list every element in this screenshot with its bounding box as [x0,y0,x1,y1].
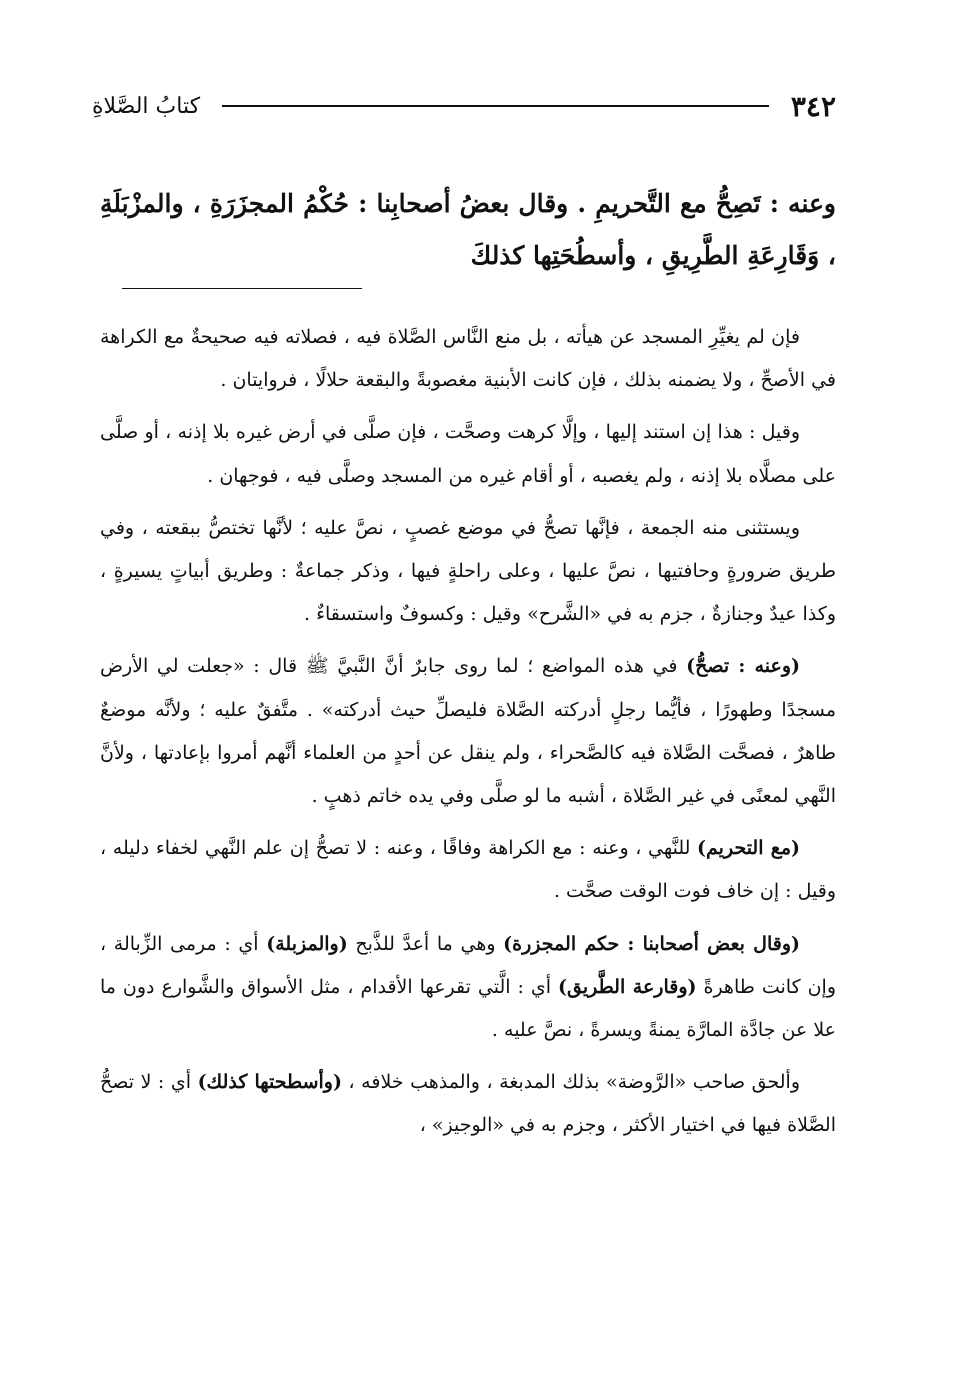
commentary-paragraph [100,827,836,913]
commentary-text: فإن لم يغيِّرِ المسجد عن هيأته ، بل منع النَّاس الصَّلاة فيه ، فصلاته فيه صحيحةٌ مع الكراهة في الأصحِّ ، ولا يضمنه بذلك ، فإن كانت الأبنية مغصوبةً والبقعة حلالًا ، فروايتان . [100,326,836,392]
commentary-text: للنَّهي ، وعنه : مع الكراهة وفاقًا ، وعنه : لا تصحُّ إن علم النَّهي لخفاء دليله ، وقيل : إن خاف فوت الوقت صحَّت . [100,837,836,903]
quoted-matn-phrase: (مع التحريم) [697,837,800,860]
main-text: وعنه : تَصِحُّ مع التَّحريمِ . وقال بعضُ أصحابِنا : حُكْمُ المجزَرَةِ ، والمزْبَلَةِ ، وَقَارِعَةِ الطَّرِيقِ ، وأسطُحَتِها كذلكَ [100,189,836,270]
quoted-matn-phrase: (والمزبلة) [266,932,348,955]
commentary-paragraph [100,923,836,1053]
commentary-text: أي : لا تصحُّ الصَّلاة فيها في اختيار الأكثر ، وجزم به في «الوجيز» ، [100,1071,836,1137]
header-rule [222,105,769,107]
main-text-block [100,178,836,282]
commentary-paragraph [100,411,836,497]
commentary-text: أي : مرمى الزِّبالة ، وإن كانت طاهرةً [100,932,836,998]
commentary-paragraph [100,1061,836,1147]
commentary-paragraph [100,507,836,637]
commentary-text: وألحق صاحب «الرَّوضة» بذلك المدبغة ، والمذهب خلافه ، [341,1071,800,1094]
commentary-block [100,316,836,1157]
footnote-divider [122,288,362,289]
quoted-matn-phrase: (وقال بعض أصحابنا : حكم المجزرة) [503,932,800,955]
quoted-matn-phrase: (وعنه : تصحُّ) [686,655,801,678]
commentary-text: ويستثنى منه الجمعة ، فإنَّها تصحُّ في موضع غصبٍ ، نصَّ عليه ؛ لأنَّها تختصُّ ببقعته ، وفي طريق ضرورةٍ وحافتيها ، نصَّ عليها ، وعلى راحلةٍ فيها ، وذكر جماعةٌ : وطريق أبياتٍ يسيرةٍ ، وكذا عيدٌ وجنازةٌ ، جزم به في «الشَّرح» وقيل : وكسوفٌ واستسقاءٌ . [100,516,836,626]
quoted-matn-phrase: (وقارعة الطَّريق) [557,975,697,998]
quoted-matn-phrase: (وأسطحتها كذلك) [197,1071,342,1094]
running-title: كتابُ الصَّلاةِ [92,93,201,119]
commentary-text: في هذه المواضع ؛ لما روى جابرٌ أنَّ النَّبيَّ ﷺ قال : «جعلت لي الأرض مسجدًا وطهورًا ، فأيُّما رجلٍ أدركته الصَّلاة فليصلِّ حيث أدركته» . متَّفقٌ عليه ؛ ولأنَّه موضعٌ طاهرٌ ، فصحَّت الصَّلاة فيه كالصَّحراء ، ولم ينقل عن أحدٍ من العلماء أنَّهم أمروا بإعادتها ، ولأنَّ النَّهي لمعنًى في غير الصَّلاة ، أشبه ما لو صلَّى وفي يده خاتم ذهبٍ . [100,655,836,808]
commentary-text: وهي ما أعدَّ للذَّبح [347,932,504,955]
page-header [92,88,836,124]
commentary-text: وقيل : هذا إن استند إليها ، وإلَّا كرهت وصحَّت ، فإن صلَّى في أرض غيره بلا إذنه ، أو صلَّى على مصلَّاه بلا إذنه ، ولم يغصبه ، أو أقام غيره من المسجد وصلَّى فيه ، فوجهان . [100,421,836,487]
commentary-paragraph [100,316,836,402]
page-number: ٣٤٢ [790,89,836,123]
commentary-paragraph [100,645,836,818]
commentary-text: أي : الَّتي تقرعها الأقدام ، مثل الأسواق والشَّوارع دون ما علا عن جادَّة المارَّة يمنةً ويسرةً ، نصَّ عليه . [100,975,836,1042]
